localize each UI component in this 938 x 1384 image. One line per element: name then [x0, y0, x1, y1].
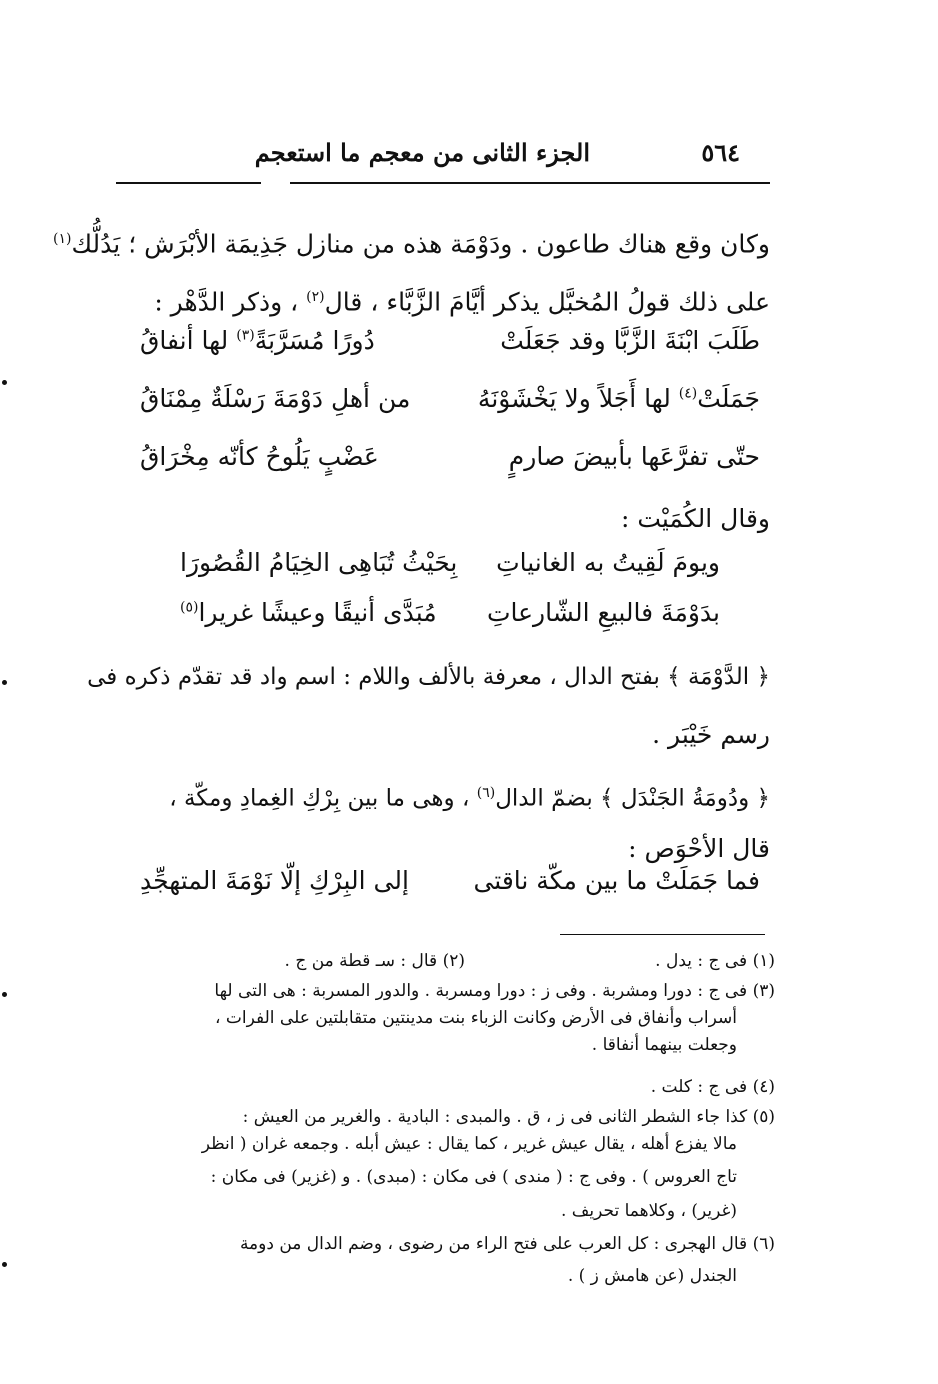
verse-line — [140, 384, 760, 440]
footnote-5: (٥) كذا جاء الشطر الثانى فى ز ، ق . والمبدى : البادية . والغرير من العيش : — [242, 1107, 775, 1127]
entry-text: ﴿ الدَّوْمَة ﴾ بفتح الدال ، معرفة بالألف واللام : اسم واد قد تقدّم ذكره فى — [87, 664, 770, 690]
verse-hemistich-first: بدَوْمَةَ فالبيعِ الشّارعاتِ — [486, 598, 720, 627]
footnote-3: (٣) فى ج : دورا ومشربة . وفى ز : دورا ومسربة . والدور المسربة : هى التى لها — [214, 981, 775, 1001]
entry-text: رسم خَيْبَر . — [652, 720, 770, 749]
footnote-3-cont: وجعلت بينهما أنفاقا . — [591, 1035, 737, 1055]
verse-text: لها أَجَلاً ولا يَخْشَوْنَهُ — [477, 384, 671, 413]
header-rule-right — [290, 182, 770, 184]
verse-hemistich-first — [478, 384, 760, 413]
margin-mark — [2, 680, 7, 685]
footnote-ref: (٤) — [678, 385, 698, 402]
poet-intro: قال الأحْوَص : — [628, 834, 770, 863]
verse-line — [180, 548, 720, 604]
margin-mark — [2, 992, 7, 997]
footnote-4: (٤) فى ج : كلت . — [650, 1077, 775, 1097]
body-line-1 — [53, 210, 770, 270]
entry-text: ﴿ ودُومَةُ الجَنْدَل ﴾ بضمّ الدال — [495, 785, 770, 812]
verse-text: جَمَلَتْ — [697, 384, 760, 413]
footnote-ref: (٦) — [476, 785, 496, 801]
verse-hemistich-second: عَضْبٍ يَلُوحُ كأنّه مِخْرَاقُ — [140, 442, 379, 471]
body-text: على ذلك قولُ المُخبَّل يذكر أيَّامَ الزَّبَّاء ، قال — [324, 287, 770, 317]
verse-line — [140, 866, 760, 922]
page-header — [254, 138, 740, 178]
verse-hemistich-first: حتّى تفرَّعَها بأبيضَ صارمٍ — [508, 442, 760, 471]
body-line-2 — [110, 268, 770, 328]
entry-dumat-line-1 — [110, 764, 770, 824]
footnote-ref: (١) — [53, 231, 72, 247]
verse-hemistich-second: من أهلِ دَوْمَةَ رَسْلَةٌ مِمْنَاقُ — [140, 384, 411, 413]
verse-hemistich-second: إلى البِرْكِ إلّا نَوْمَةَ المتهجِّدِ — [140, 866, 409, 895]
verse-text: مُبَدَّى أنيقًا وعيشًا غريرا — [198, 598, 437, 627]
footnote-rule — [560, 934, 765, 935]
verse-hemistich-first: فما جَمَلَتْ ما بين مكّة ناقتى — [473, 866, 760, 895]
running-title: الجزء الثانى من معجم ما استعجم — [254, 138, 590, 167]
footnote-ref: (٥) — [180, 599, 199, 616]
footnote-6-cont: الجندل (عن هامش ز ) . — [567, 1266, 737, 1286]
kumayt-intro-line — [110, 490, 770, 550]
verse-text: لها أنفاقُ — [140, 326, 229, 355]
verse-line — [140, 326, 760, 382]
verse-line — [180, 598, 720, 654]
footnote-2: (٢) قال : سـ قطة من ج . — [284, 951, 465, 971]
verse-hemistich-first: ويومَ لَقِيتُ به الغانياتِ — [496, 548, 720, 577]
margin-mark — [2, 1262, 7, 1267]
verse-hemistich-first: طَلَبَ ابْنَةَ الزَّبَّا وقد جَعَلَتْ — [500, 326, 760, 355]
verse-hemistich-second — [180, 598, 437, 627]
footnote-5-cont: تاج العروس ) . وفى ج : ( مندى ) فى مكان : (مبدى) . و (غزير) فى مكان : — [210, 1167, 737, 1187]
footnote-1: (١) فى ج : يدل . — [655, 951, 775, 971]
footnote-3-cont: أسراب وأنفاق فى الأرض وكانت الزباء بنت مدينتين متقابلتين على الفرات ، — [215, 1008, 737, 1028]
margin-mark — [2, 380, 7, 385]
footnote-5-cont: (غرير) ، وكلاهما تحريف . — [561, 1201, 737, 1221]
footnote-ref: (٣) — [236, 327, 255, 344]
page-number: ٥٦٤ — [701, 138, 740, 167]
header-rule-left — [116, 182, 261, 184]
verse-hemistich-second: بِحَيْثُ تُبَاهِى الخِيَامُ القُصُورَا — [180, 548, 458, 577]
entry-dawma-line-1 — [87, 648, 770, 708]
footnote-6: (٦) قال الهجرى : كل العرب على فتح الراء من رضوى ، وضم الدال من دومة — [239, 1234, 775, 1254]
body-text: ، وذكر الدَّهْر : — [154, 287, 299, 317]
entry-text: ، وهى ما بين بِرْكِ الغِمادِ ومكّة ، — [169, 785, 470, 812]
body-text: وكان وقع هناك طاعون . ودَوْمَة هذه من منازل جَذِيمَة الأبْرَش ؛ يَدُلُّك — [71, 229, 770, 259]
entry-dawma-line-2 — [110, 706, 770, 766]
footnote-5-cont: مالا يفزع أهله ، يقال عيش غرير ، كما يقال : عيش أبله . وجمعه غران ( انظر — [201, 1134, 737, 1154]
footnote-ref: (٢) — [306, 289, 325, 305]
poet-intro: وقال الكُمَيْت : — [620, 504, 770, 533]
verse-text: دُورًا مُسَرَّبَةً — [254, 326, 375, 355]
verse-hemistich-second — [140, 326, 375, 355]
